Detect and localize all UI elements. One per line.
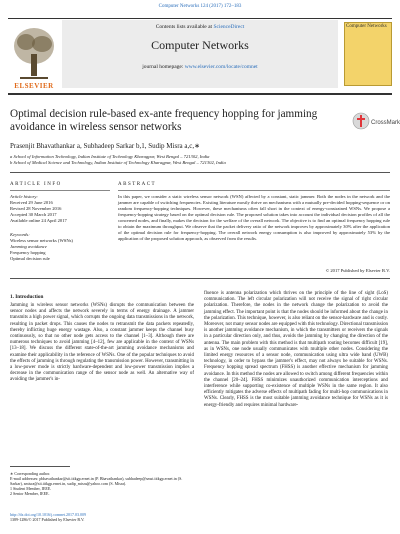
keywords <box>10 232 110 262</box>
header-band <box>62 20 338 88</box>
history-item: Available online 24 April 2017 <box>10 218 67 223</box>
keyword: Optimal decision rule <box>10 256 50 261</box>
doi-link[interactable]: http://dx.doi.org/10.1016/j.comnet.2017.03.009 <box>10 512 87 517</box>
keywords-label: Keywords: <box>10 232 30 237</box>
journal-title: Computer Networks <box>151 38 249 52</box>
journal-cover-thumbnail <box>344 22 392 86</box>
history-item: Accepted 30 March 2017 <box>10 212 57 217</box>
article-history <box>10 194 110 224</box>
divider <box>10 278 390 279</box>
article-info-heading: ARTICLE INFO <box>10 182 62 187</box>
history-item: Revised 28 November 2016 <box>10 206 62 211</box>
contents-available <box>62 24 338 30</box>
article-title: Optimal decision rule-based ex-ante frequency hopping for jamming avoidance in wireless sensor networks <box>10 108 318 133</box>
homepage-prefix: journal homepage: <box>142 64 185 70</box>
footnote: 1 Student Member, IEEE. <box>10 486 52 491</box>
abstract-body: In this paper, we consider a static wireless sensor network (WSN) affected by a constant, static jammer. Both the nodes in the network and the jammer are capable of switching frequencies. Existing literature mostly thrive on mechanisms with a mutually pre-decided hopping-sequence or on random frequency-hopping techniques. However, these mechanisms often fall short in the context of energy-constrained WSNs. We propose a frequency-hopping strategy based on the optimal decision rule. The proposed solution takes into account the individual decision profiles of all the concerned nodes, and finally, makes the decision for the welfare of the overall network. The objective is to find an optimal frequency hopping rule to obtain the maximum throughput. We observe that the packet delivery ratio of the network improves by approximately 30% after the application of the optimal decision rule for frequency-hopping. The overall network energy consumption is also improved by approximately 53% by the application of the proposed solution approach, as observed from the results. <box>118 194 390 242</box>
history-label: Article history: <box>10 194 38 199</box>
affiliation-1: a School of Information Technology, Indian Institute of Technology Kharagpur, West Bengal – 721302, India <box>10 154 210 159</box>
section-heading: 1. Introduction <box>10 294 44 300</box>
body-column-left: Jamming in wireless sensor networks (WSNs) disrupts the communication between the sensor nodes and affects the network severely in terms of energy drainage. A jammer transmits a high power signal, which corrupts the ongoing data transmissions in the network, resulting in packet drops. This causes the nodes to retransmit the data packets repeatedly, thereby inflicting huge energy wastage. Also, a constant jammer keeps the channel busy continuously, so that no other node gets access to the channel [1–3]. Although there are numerous techniques to avoid jamming [4–12], few are applicable in the context of WSNs [13–18]. We discuss the different state-of-the-art jamming avoidance mechanisms and examine their applicability in the reference of WSNs. One of the popular techniques to avoid the effects of jamming is through regulating the transmission power. However, transmitting in a low-power mode is strictly hardware-dependent and low-power transmission implies a decrease in the communication range of the sensor node as well. An alternative way of avoiding the jammer's in- <box>10 303 194 383</box>
footnote: E-mail addresses: pbhavathankar@sit.iitkgp.ernet.in (P. Bhavathankar), subhadeep@smst.iitkgp.ernet.in (S. Sarkar), smisra@sit.iitkgp.ernet.in, sudip_misra@yahoo.com (S. Misra). <box>10 476 183 486</box>
keyword: Wireless sensor networks (WSNs) <box>10 238 73 243</box>
publisher-logo-text: ELSEVIER <box>14 82 54 90</box>
copyright: © 2017 Published by Elsevier B.V. <box>325 268 390 273</box>
footnote: ∗ Corresponding author. <box>10 471 51 476</box>
divider <box>10 190 110 191</box>
svg-text:CrossMark: CrossMark <box>371 120 400 126</box>
keyword: Jamming avoidance <box>10 244 47 249</box>
contents-prefix: Contents lists available at <box>155 24 214 30</box>
footnote: 2 Senior Member, IEEE. <box>10 491 50 496</box>
body-column-right: fluence is antenna polarization which thrives on the principle of the line of sight (LoS) communication. The left circular polarization will not receive the signal of right circular polarization. Therefore, the nodes in the network change the polarization to avoid the jamming effect. The important point is that the nodes should be informed about the change in the polarization. This technique, however, is also reliant on the sensor-hardware and is costly. Moreover, not many sensor nodes are equipped with this technology. Directional transmission is another jamming avoidance mechanism, in which the transmitters or receivers the signals in a particular direction only, and thus, avoids the jamming by changing the direction of the antenna. The main problem with this method is that multipath routing becomes difficult [19], as in WSNs, one node usually communicates with multiple other nodes. Considering the limited energy resources of a sensor node, communication using ultra wide band (UWB) technology, in order to bypass the jammer's effect, may not always be suitable for WSNs. Frequency hopping spread spectrum (FHSS) is another effective mechanism for jamming avoidance. In this method the nodes are allowed to switch among different frequencies within the channel [20–24]. FHSS minimizes unauthorized communication interceptions and interference while supporting co-existence of multiple WSNs in the same region. It also efficiently mitigates the adverse effects of multipath fading for multi-hop communications in WSNs. Clearly, FHSS is the most suitable jamming avoidance technique for WSNs as it is energy-friendly and requires minimal hardware- <box>204 291 388 408</box>
homepage-link[interactable]: www.elsevier.com/locate/comnet <box>184 64 258 70</box>
divider <box>10 172 390 173</box>
journal-reference[interactable]: Computer Networks 124 (2017) 172–183 <box>158 4 242 9</box>
sciencedirect-link[interactable]: ScienceDirect <box>213 24 245 30</box>
journal-homepage <box>62 64 338 70</box>
footnote-divider <box>10 466 70 467</box>
article-meta <box>10 512 194 522</box>
crossmark-icon[interactable] <box>352 110 400 132</box>
cover-title: Computer Networks <box>346 24 387 29</box>
divider <box>118 190 390 191</box>
footnotes <box>10 471 194 496</box>
authors: Prasenjit Bhavathankar a, Subhadeep Sarkar b,1, Sudip Misra a,c,∗ <box>10 142 200 150</box>
elsevier-tree-logo <box>10 22 58 82</box>
issn: 1389-1286/© 2017 Published by Elsevier B.V. <box>10 517 85 522</box>
abstract-heading: ABSTRACT <box>118 182 157 187</box>
affiliation-2: b School of Medical Science and Technology, Indian Institute of Technology Kharagpur, West Bengal – 721302, India <box>10 160 226 165</box>
keyword: Frequency hopping <box>10 250 46 255</box>
history-item: Received 29 June 2016 <box>10 200 53 205</box>
